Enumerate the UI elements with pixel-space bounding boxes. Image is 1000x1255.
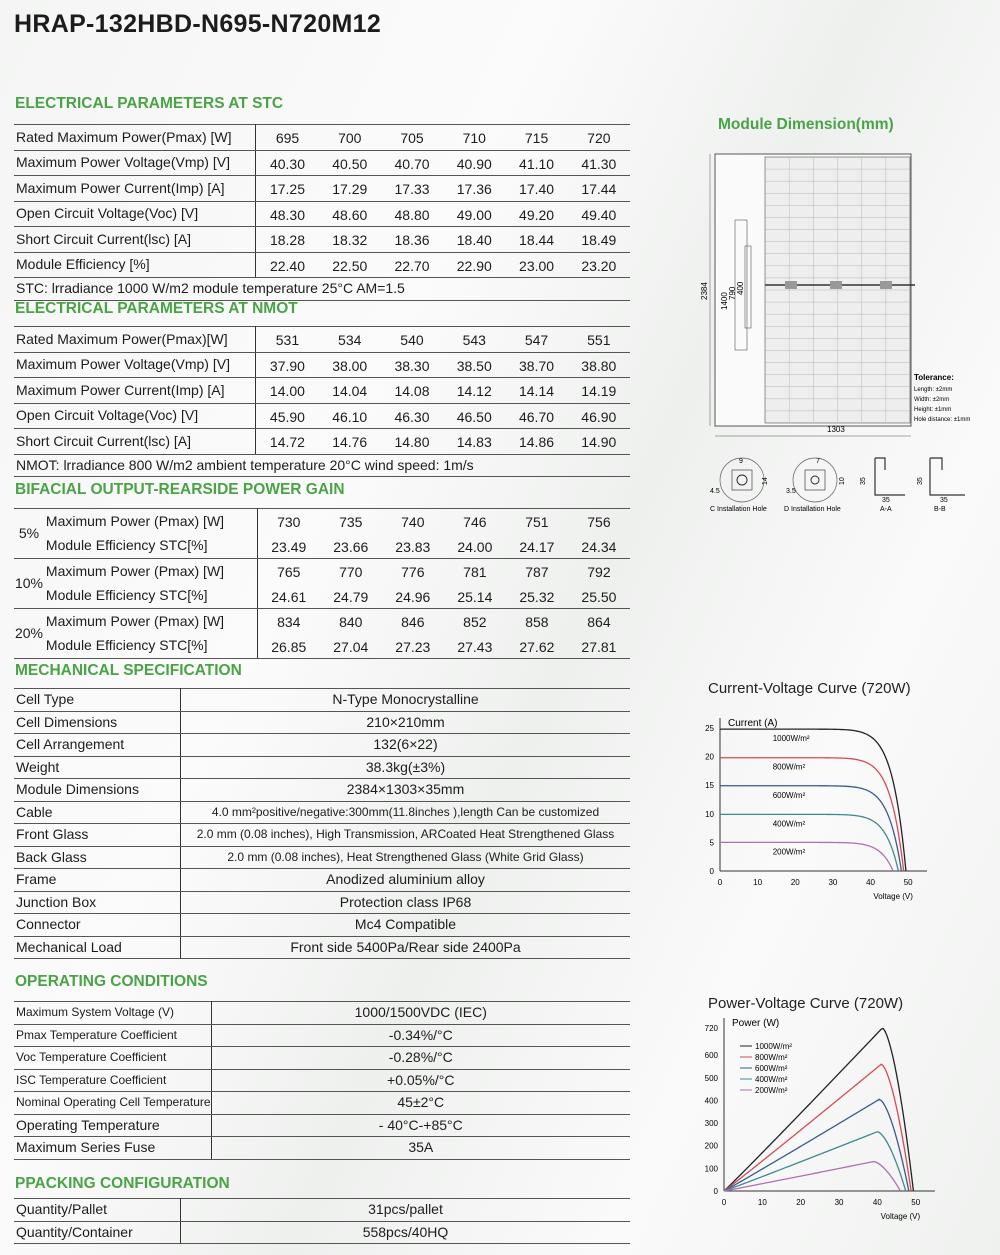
spec-value: 1000/1500VDC (IEC) bbox=[211, 1002, 630, 1025]
spec-row bbox=[14, 689, 630, 712]
tolerance-line: Height: ±1mm bbox=[914, 407, 952, 413]
bifacial-eff-value: 24.79 bbox=[320, 584, 382, 609]
param-value: 40.90 bbox=[443, 150, 505, 176]
bifacial-power-value: 735 bbox=[320, 509, 382, 534]
bifacial-power-row bbox=[14, 559, 630, 584]
mech-table bbox=[14, 688, 630, 959]
dim-inner1-label: 1400 bbox=[720, 292, 729, 310]
spec-label: Connector bbox=[14, 914, 181, 937]
param-row bbox=[14, 403, 630, 429]
bifacial-eff-label: Module Efficiency STC[%] bbox=[44, 634, 257, 659]
param-note: STC: lrradiance 1000 W/m2 module temperature 25°C AM=1.5 bbox=[14, 278, 630, 301]
param-value: 17.29 bbox=[319, 176, 381, 202]
param-value: 22.40 bbox=[256, 252, 319, 278]
y-tick-label: 0 bbox=[713, 1187, 718, 1196]
param-value: 48.60 bbox=[319, 201, 381, 227]
bifacial-eff-row bbox=[14, 634, 630, 659]
spec-value: 38.3kg(±3%) bbox=[181, 756, 631, 779]
spec-label: ISC Temperature Coefficient bbox=[14, 1069, 211, 1092]
param-label: Open Circuit Voltage(Voc) [V] bbox=[14, 403, 256, 429]
spec-row bbox=[14, 1092, 630, 1115]
param-row bbox=[14, 327, 630, 353]
bifacial-power-value: 740 bbox=[382, 509, 444, 534]
bifacial-power-row bbox=[14, 609, 630, 634]
tolerance-line: Width: ±2mm bbox=[914, 397, 950, 403]
bifacial-power-value: 792 bbox=[587, 564, 611, 580]
spec-value: 558pcs/40HQ bbox=[181, 1221, 631, 1244]
param-value: 23.00 bbox=[505, 252, 567, 278]
bifacial-eff-value: 24.00 bbox=[444, 534, 506, 559]
spec-row bbox=[14, 1047, 630, 1070]
param-value: 14.86 bbox=[505, 429, 567, 455]
y-tick-label: 100 bbox=[704, 1164, 718, 1174]
param-value: 14.00 bbox=[256, 378, 319, 404]
param-value: 531 bbox=[256, 327, 319, 353]
spec-label: Mechanical Load bbox=[14, 936, 181, 959]
param-value: 14.80 bbox=[381, 429, 443, 455]
bifacial-power-value: 746 bbox=[444, 509, 506, 534]
spec-row bbox=[14, 734, 630, 757]
bifacial-power-value: 787 bbox=[525, 564, 549, 580]
bifacial-power-label: Maximum Power (Pmax) [W] bbox=[44, 509, 257, 534]
bifacial-power-value: 770 bbox=[339, 564, 363, 580]
series-label: 800W/m² bbox=[772, 762, 806, 772]
spec-row bbox=[14, 936, 630, 959]
param-note-row bbox=[14, 454, 630, 477]
tolerance-line: Hole distance: ±1mm bbox=[914, 417, 971, 423]
param-label: Open Circuit Voltage(Voc) [V] bbox=[14, 201, 256, 227]
bifacial-power-value: 776 bbox=[401, 564, 425, 580]
bifacial-heading: BIFACIAL OUTPUT-REARSIDE POWER GAIN bbox=[15, 481, 345, 498]
x-tick-label: 10 bbox=[753, 878, 763, 887]
param-value: 14.04 bbox=[319, 378, 381, 404]
spec-row bbox=[14, 1221, 630, 1244]
spec-value: Front side 5400Pa/Rear side 2400Pa bbox=[181, 936, 631, 959]
param-value: 46.30 bbox=[381, 403, 443, 429]
dim-inner2-label: 790 bbox=[728, 286, 737, 300]
y-tick-label: 20 bbox=[705, 752, 714, 762]
bifacial-power-value: 852 bbox=[463, 614, 487, 630]
param-note-row bbox=[14, 278, 630, 301]
spec-row bbox=[14, 1137, 630, 1160]
spec-value: 31pcs/pallet bbox=[181, 1199, 631, 1222]
spec-label: Front Glass bbox=[14, 824, 181, 847]
x-tick-label: 0 bbox=[717, 878, 723, 887]
y-tick-label: 10 bbox=[705, 809, 714, 819]
bifacial-eff-value: 23.49 bbox=[257, 534, 320, 559]
param-value: 23.20 bbox=[568, 252, 630, 278]
spec-row bbox=[14, 1002, 630, 1025]
module-dimension-drawing bbox=[690, 140, 990, 520]
y-tick-label: 200 bbox=[704, 1141, 718, 1151]
bifacial-eff-value: 24.34 bbox=[568, 534, 630, 559]
bifacial-gain-pct: 5% bbox=[14, 509, 44, 559]
bifacial-eff-value: 23.66 bbox=[320, 534, 382, 559]
detail-d-dim: 7 bbox=[816, 458, 820, 465]
spec-row bbox=[14, 891, 630, 914]
spec-label: Junction Box bbox=[14, 891, 181, 914]
tolerance-title: Tolerance: bbox=[914, 373, 954, 382]
param-value: 40.50 bbox=[319, 150, 381, 176]
spec-label: Cell Dimensions bbox=[14, 711, 181, 734]
param-value: 705 bbox=[381, 125, 443, 151]
spec-value: Mc4 Compatible bbox=[181, 914, 631, 937]
spec-row bbox=[14, 824, 630, 847]
x-tick-label: 30 bbox=[828, 878, 838, 887]
iv-chart bbox=[690, 705, 940, 910]
spec-label: Maximum System Voltage (V) bbox=[14, 1002, 211, 1025]
x-tick-label: 50 bbox=[911, 1198, 921, 1207]
param-row bbox=[14, 252, 630, 278]
param-value: 40.30 bbox=[256, 150, 319, 176]
operating-table bbox=[14, 1001, 630, 1160]
bifacial-gain-pct: 10% bbox=[14, 559, 44, 609]
iv-chart-title: Current-Voltage Curve (720W) bbox=[708, 680, 911, 697]
section-bb-dim: 35 bbox=[940, 497, 948, 504]
mech-heading: MECHANICAL SPECIFICATION bbox=[15, 662, 242, 679]
param-row bbox=[14, 150, 630, 176]
bifacial-eff-value: 24.17 bbox=[506, 534, 568, 559]
param-value: 715 bbox=[505, 125, 567, 151]
param-value: 14.08 bbox=[381, 378, 443, 404]
spec-value: - 40°C-+85°C bbox=[211, 1114, 630, 1137]
series-line bbox=[724, 1099, 909, 1191]
param-value: 695 bbox=[256, 125, 319, 151]
param-row bbox=[14, 227, 630, 253]
bifacial-eff-value: 27.43 bbox=[444, 634, 506, 659]
param-value: 38.00 bbox=[319, 352, 381, 378]
x-tick-label: 40 bbox=[872, 1198, 882, 1207]
param-value: 700 bbox=[319, 125, 381, 151]
param-value: 41.30 bbox=[568, 150, 630, 176]
series-line bbox=[720, 786, 901, 871]
param-value: 534 bbox=[319, 327, 381, 353]
bifacial-eff-row bbox=[14, 534, 630, 559]
y-tick-label: 5 bbox=[709, 838, 714, 848]
param-value: 40.70 bbox=[381, 150, 443, 176]
y-tick-label: 15 bbox=[705, 781, 714, 791]
param-value: 22.70 bbox=[381, 252, 443, 278]
param-value: 41.10 bbox=[505, 150, 567, 176]
spec-row bbox=[14, 779, 630, 802]
dimension-heading: Module Dimension(mm) bbox=[718, 116, 894, 133]
spec-value: 35A bbox=[211, 1137, 630, 1160]
dim-height-label: 2384 bbox=[700, 282, 709, 300]
spec-row bbox=[14, 1069, 630, 1092]
page-title: HRAP-132HBD-N695-N720M12 bbox=[14, 10, 382, 38]
param-value: 46.10 bbox=[319, 403, 381, 429]
param-label: Maximum Power Current(Imp) [A] bbox=[14, 378, 256, 404]
x-axis-label: Voltage (V) bbox=[873, 892, 913, 901]
spec-label: Frame bbox=[14, 869, 181, 892]
section-aa-label: A-A bbox=[880, 506, 892, 513]
y-tick-label: 300 bbox=[704, 1119, 718, 1129]
param-value: 38.80 bbox=[568, 352, 630, 378]
spec-label: Quantity/Pallet bbox=[14, 1199, 181, 1222]
y-tick-label: 400 bbox=[704, 1096, 718, 1106]
legend-label: 200W/m² bbox=[755, 1086, 788, 1095]
bifacial-eff-value: 26.85 bbox=[257, 634, 320, 659]
spec-value: 2.0 mm (0.08 inches), Heat Strengthened Glass (White Grid Glass) bbox=[181, 846, 631, 869]
param-value: 14.14 bbox=[505, 378, 567, 404]
y-tick-label: 25 bbox=[705, 724, 714, 733]
param-value: 46.90 bbox=[568, 403, 630, 429]
spec-label: Operating Temperature bbox=[14, 1114, 211, 1137]
bifacial-power-value: 840 bbox=[339, 614, 363, 630]
param-value: 18.49 bbox=[568, 227, 630, 253]
detail-d-dim: 3.5 bbox=[786, 488, 796, 495]
section-aa-dim: 35 bbox=[860, 477, 867, 485]
spec-label: Maximum Series Fuse bbox=[14, 1137, 211, 1160]
legend-label: 600W/m² bbox=[755, 1064, 788, 1073]
nmot-heading: ELECTRICAL PARAMETERS AT NMOT bbox=[15, 300, 298, 317]
spec-value: 132(6×22) bbox=[181, 734, 631, 757]
param-value: 720 bbox=[568, 125, 630, 151]
dim-inner3-label: 400 bbox=[736, 281, 745, 295]
legend-label: 1000W/m² bbox=[755, 1042, 792, 1051]
spec-label: Cable bbox=[14, 801, 181, 824]
param-row bbox=[14, 378, 630, 404]
x-axis-label: Voltage (V) bbox=[880, 1212, 921, 1221]
param-row bbox=[14, 176, 630, 202]
param-value: 14.90 bbox=[568, 429, 630, 455]
bifacial-power-label: Maximum Power (Pmax) [W] bbox=[44, 559, 257, 584]
bifacial-eff-value: 24.96 bbox=[382, 584, 444, 609]
x-tick-label: 10 bbox=[757, 1198, 767, 1207]
section-bb-dim: 35 bbox=[917, 477, 924, 485]
param-value: 17.25 bbox=[256, 176, 319, 202]
bifacial-power-value: 765 bbox=[277, 564, 301, 580]
param-value: 18.44 bbox=[505, 227, 567, 253]
x-tick-label: 30 bbox=[834, 1198, 844, 1207]
param-value: 14.19 bbox=[568, 378, 630, 404]
bifacial-eff-row bbox=[14, 584, 630, 609]
param-value: 49.20 bbox=[505, 201, 567, 227]
bifacial-eff-value: 27.62 bbox=[506, 634, 568, 659]
param-label: Maximum Power Voltage(Vmp) [V] bbox=[14, 352, 256, 378]
bifacial-eff-label: Module Efficiency STC[%] bbox=[44, 534, 257, 559]
section-bb-label: B-B bbox=[934, 506, 946, 513]
param-note: NMOT: lrradiance 800 W/m2 ambient temperature 20°C wind speed: 1m/s bbox=[14, 454, 630, 477]
param-row bbox=[14, 352, 630, 378]
spec-row bbox=[14, 801, 630, 824]
spec-label: Weight bbox=[14, 756, 181, 779]
bifacial-power-value: 751 bbox=[506, 509, 568, 534]
bifacial-power-label: Maximum Power (Pmax) [W] bbox=[44, 609, 257, 634]
param-label: Rated Maximum Power(Pmax) [W] bbox=[14, 125, 256, 151]
spec-label: Cell Type bbox=[14, 689, 181, 712]
bifacial-eff-value: 27.23 bbox=[382, 634, 444, 659]
operating-heading: OPERATING CONDITIONS bbox=[15, 973, 208, 990]
param-label: Module Efficiency [%] bbox=[14, 252, 256, 278]
spec-value: Anodized aluminium alloy bbox=[181, 869, 631, 892]
param-row bbox=[14, 429, 630, 455]
param-value: 543 bbox=[443, 327, 505, 353]
param-row bbox=[14, 125, 630, 151]
bifacial-power-value: 858 bbox=[525, 614, 549, 630]
param-value: 49.00 bbox=[443, 201, 505, 227]
bifacial-power-row bbox=[14, 509, 630, 534]
spec-value: Protection class IP68 bbox=[181, 891, 631, 914]
bifacial-eff-value: 23.83 bbox=[382, 534, 444, 559]
spec-value: +0.05%/°C bbox=[211, 1069, 630, 1092]
bifacial-power-value: 864 bbox=[587, 614, 611, 630]
param-value: 22.50 bbox=[319, 252, 381, 278]
detail-c-dim: 14 bbox=[762, 477, 769, 485]
nmot-table bbox=[14, 326, 630, 477]
bifacial-power-value: 756 bbox=[568, 509, 630, 534]
packing-table bbox=[14, 1198, 630, 1244]
x-tick-label: 20 bbox=[796, 1198, 806, 1207]
bifacial-gain-pct: 20% bbox=[14, 609, 44, 659]
param-value: 14.12 bbox=[443, 378, 505, 404]
spec-value: 45±2°C bbox=[211, 1092, 630, 1115]
spec-row bbox=[14, 869, 630, 892]
param-value: 18.28 bbox=[256, 227, 319, 253]
param-label: Maximum Power Current(Imp) [A] bbox=[14, 176, 256, 202]
spec-row bbox=[14, 1114, 630, 1137]
param-value: 22.90 bbox=[443, 252, 505, 278]
spec-row bbox=[14, 1024, 630, 1047]
param-value: 14.83 bbox=[443, 429, 505, 455]
param-value: 18.40 bbox=[443, 227, 505, 253]
series-label: 400W/m² bbox=[772, 819, 806, 829]
param-label: Short Circuit Current(lsc) [A] bbox=[14, 227, 256, 253]
spec-value: 2.0 mm (0.08 inches), High Transmission, ARCoated Heat Strengthened Glass bbox=[181, 824, 631, 847]
spec-value: 2384×1303×35mm bbox=[181, 779, 631, 802]
param-value: 17.40 bbox=[505, 176, 567, 202]
param-label: Rated Maximum Power(Pmax)[W] bbox=[14, 327, 256, 353]
bifacial-eff-value: 27.04 bbox=[320, 634, 382, 659]
dim-width-label: 1303 bbox=[827, 425, 845, 434]
y-tick-label: 0 bbox=[709, 867, 714, 876]
bifacial-power-value: 834 bbox=[277, 614, 301, 630]
bifacial-eff-value: 24.61 bbox=[257, 584, 320, 609]
series-label: 1000W/m² bbox=[772, 734, 810, 744]
detail-c-label: C Installation Hole bbox=[710, 506, 767, 513]
y-axis-label: Power (W) bbox=[732, 1018, 780, 1029]
packing-heading: PPACKING CONFIGURATION bbox=[15, 1175, 230, 1192]
spec-row bbox=[14, 711, 630, 734]
spec-row bbox=[14, 1199, 630, 1222]
param-value: 48.80 bbox=[381, 201, 443, 227]
spec-value: -0.28%/°C bbox=[211, 1047, 630, 1070]
series-line bbox=[724, 1028, 913, 1191]
param-value: 551 bbox=[568, 327, 630, 353]
detail-c-dim: 9 bbox=[739, 458, 743, 465]
y-axis-label: Current (A) bbox=[728, 718, 778, 729]
spec-label: Back Glass bbox=[14, 846, 181, 869]
series-line bbox=[724, 1064, 911, 1191]
bifacial-eff-value: 25.14 bbox=[444, 584, 506, 609]
spec-value: -0.34%/°C bbox=[211, 1024, 630, 1047]
param-value: 45.90 bbox=[256, 403, 319, 429]
param-value: 540 bbox=[381, 327, 443, 353]
spec-row bbox=[14, 914, 630, 937]
param-value: 14.76 bbox=[319, 429, 381, 455]
param-value: 17.33 bbox=[381, 176, 443, 202]
param-label: Short Circuit Current(lsc) [A] bbox=[14, 429, 256, 455]
series-label: 200W/m² bbox=[772, 847, 806, 857]
param-value: 38.50 bbox=[443, 352, 505, 378]
spec-value: N-Type Monocrystalline bbox=[181, 689, 631, 712]
bifacial-power-value: 781 bbox=[463, 564, 487, 580]
bifacial-eff-value: 25.50 bbox=[568, 584, 630, 609]
y-tick-label: 500 bbox=[704, 1073, 718, 1083]
spec-label: Module Dimensions bbox=[14, 779, 181, 802]
bifacial-power-value: 730 bbox=[257, 509, 320, 534]
x-tick-label: 0 bbox=[721, 1198, 727, 1207]
stc-table bbox=[14, 124, 630, 301]
detail-d-dim: 10 bbox=[839, 477, 846, 485]
bifacial-eff-value: 25.32 bbox=[506, 584, 568, 609]
param-label: Maximum Power Voltage(Vmp) [V] bbox=[14, 150, 256, 176]
series-line bbox=[724, 1132, 906, 1191]
bifacial-power-value: 846 bbox=[401, 614, 425, 630]
param-value: 46.50 bbox=[443, 403, 505, 429]
bifacial-eff-label: Module Efficiency STC[%] bbox=[44, 584, 257, 609]
y-tick-label: 720 bbox=[704, 1024, 718, 1033]
series-line bbox=[720, 842, 893, 871]
y-tick-label: 600 bbox=[704, 1051, 718, 1061]
param-value: 17.36 bbox=[443, 176, 505, 202]
param-value: 18.32 bbox=[319, 227, 381, 253]
spec-label: Pmax Temperature Coefficient bbox=[14, 1024, 211, 1047]
pv-chart-title: Power-Voltage Curve (720W) bbox=[708, 995, 904, 1012]
x-tick-label: 20 bbox=[790, 878, 800, 887]
x-tick-label: 40 bbox=[866, 878, 875, 887]
param-value: 38.30 bbox=[381, 352, 443, 378]
spec-value: 210×210mm bbox=[181, 711, 631, 734]
x-tick-label: 50 bbox=[903, 878, 913, 887]
tolerance-line: Length: ±2mm bbox=[914, 387, 953, 393]
pv-chart bbox=[690, 1018, 950, 1230]
legend-label: 800W/m² bbox=[755, 1053, 788, 1062]
param-value: 38.70 bbox=[505, 352, 567, 378]
param-value: 37.90 bbox=[256, 352, 319, 378]
stc-heading: ELECTRICAL PARAMETERS AT STC bbox=[15, 95, 284, 112]
param-value: 547 bbox=[505, 327, 567, 353]
series-label: 600W/m² bbox=[772, 790, 806, 800]
param-value: 14.72 bbox=[256, 429, 319, 455]
spec-label: Voc Temperature Coefficient bbox=[14, 1047, 211, 1070]
param-value: 710 bbox=[443, 125, 505, 151]
spec-label: Nominal Operating Cell Temperature bbox=[14, 1092, 211, 1115]
spec-value: 4.0 mm²positive/negative:300mm(11.8inches ),length Can be customized bbox=[181, 801, 631, 824]
bifacial-table bbox=[14, 508, 630, 659]
detail-d-label: D Installation Hole bbox=[784, 506, 841, 513]
spec-row bbox=[14, 846, 630, 869]
param-value: 48.30 bbox=[256, 201, 319, 227]
detail-c-dim: 4.5 bbox=[710, 488, 720, 495]
bifacial-eff-value: 27.81 bbox=[568, 634, 630, 659]
param-value: 18.36 bbox=[381, 227, 443, 253]
param-value: 46.70 bbox=[505, 403, 567, 429]
param-row bbox=[14, 201, 630, 227]
section-aa-dim: 35 bbox=[882, 497, 890, 504]
param-value: 17.44 bbox=[568, 176, 630, 202]
spec-row bbox=[14, 756, 630, 779]
spec-label: Cell Arrangement bbox=[14, 734, 181, 757]
legend-label: 400W/m² bbox=[755, 1075, 788, 1084]
param-value: 49.40 bbox=[568, 201, 630, 227]
spec-label: Quantity/Container bbox=[14, 1221, 181, 1244]
